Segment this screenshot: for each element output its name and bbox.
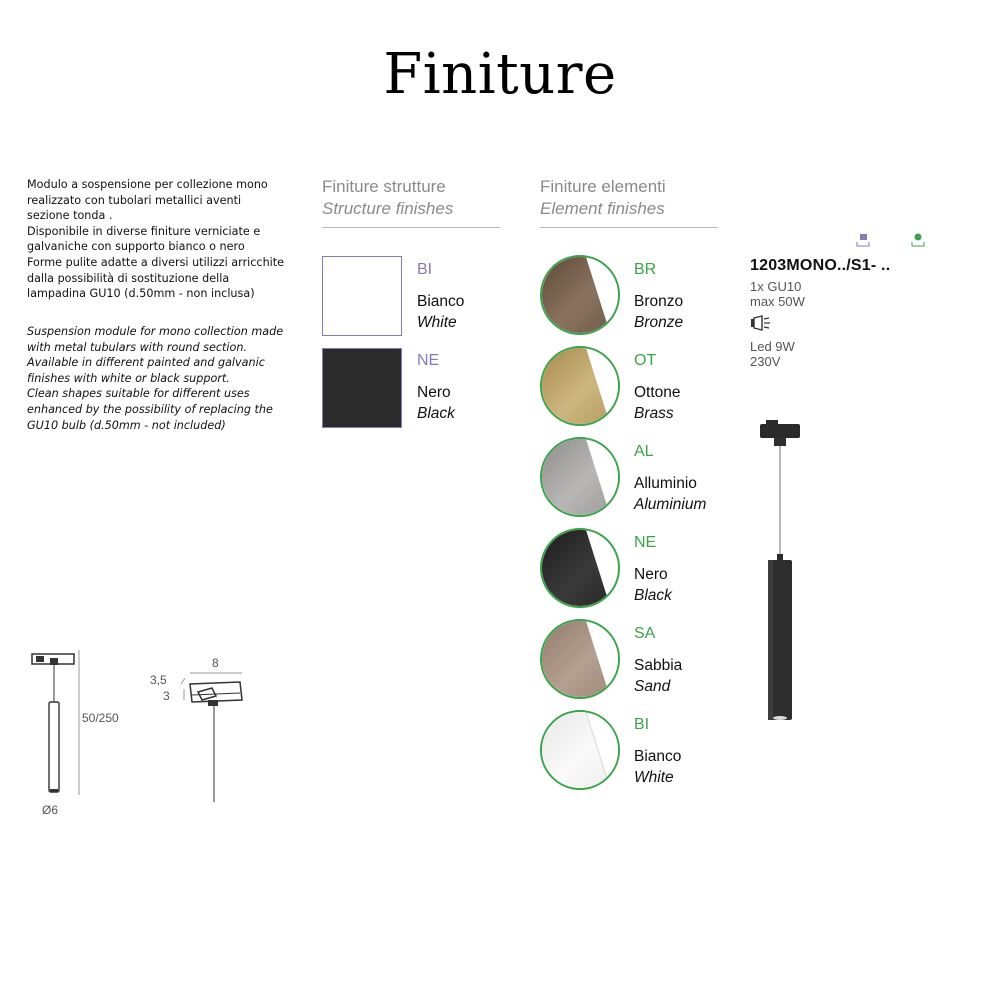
swatch-bronze [540, 255, 620, 335]
spec-line: 230V [750, 354, 781, 369]
description-line: GU10 bulb (d.50mm - not included) [27, 418, 226, 432]
description-line: Forme pulite adatte a diversi utilizzi arricchite [27, 255, 285, 269]
swatch-name-it: Nero [634, 566, 668, 583]
dimension-adapter-b: 3 [163, 689, 170, 703]
description-italian [27, 177, 297, 302]
swatch-name-it: Alluminio [634, 475, 697, 492]
structure-bracket-icon [857, 242, 869, 246]
swatch-name [417, 382, 455, 424]
swatch-name-it: Bianco [634, 748, 682, 765]
swatch-black [540, 528, 620, 608]
description-line: finishes with white or black support. [27, 371, 230, 385]
swatch-white [540, 710, 620, 790]
swatch-aluminium [540, 437, 620, 517]
swatch-sand [540, 619, 620, 699]
description-line: dalla possibilità di sostituzione della [27, 271, 230, 285]
swatch-code: SA [634, 625, 656, 642]
dimension-diameter: Ø6 [42, 803, 59, 817]
structure-heading-it: Finiture strutture [322, 177, 446, 196]
swatch-name [634, 473, 706, 515]
element-bracket-icon [912, 242, 924, 246]
swatch-code: BI [417, 261, 433, 278]
page-title: Finiture [383, 42, 617, 107]
technical-drawing-side [28, 648, 80, 800]
finish-marker-icons [855, 232, 935, 254]
swatch-name-it: Nero [417, 384, 451, 401]
swatch-name-en: White [634, 769, 674, 786]
dimension-adapter-a: 3,5 [150, 673, 167, 687]
swatch-name [417, 291, 464, 333]
swatch-code: BR [634, 261, 657, 278]
description-line: Suspension module for mono collection made [27, 325, 284, 338]
spec-line: max 50W [750, 294, 805, 309]
swatch-code: NE [634, 534, 657, 551]
structure-heading [322, 176, 453, 220]
description-line: Modulo a sospensione per collezione mono [27, 178, 268, 191]
elements-divider [540, 227, 718, 228]
description-line: Available in different painted and galvanic [27, 356, 265, 370]
elements-heading-it: Finiture elementi [540, 177, 666, 196]
description-line: Clean shapes suitable for different uses [27, 387, 250, 401]
product-specs [750, 279, 805, 309]
structure-heading-en: Structure finishes [322, 199, 454, 218]
spec-line: Led 9W [750, 339, 795, 354]
swatch-code: BI [634, 716, 650, 733]
elements-heading-en: Element finishes [540, 199, 665, 218]
description-line: enhanced by the possibility of replacing the [27, 402, 273, 416]
description-line: Disponibile in diverse finiture verniciate e [27, 224, 261, 238]
element-marker-icon [915, 234, 922, 241]
led-specs [750, 339, 795, 369]
dimension-width: 8 [212, 656, 219, 670]
swatch-name-en: Aluminium [634, 496, 707, 513]
technical-drawing-adapter [178, 670, 258, 810]
swatch-name-en: Brass [634, 405, 674, 422]
description-line: with metal tubulars with round section. [27, 340, 248, 354]
swatch-name [634, 291, 683, 333]
spec-line: 1x GU10 [750, 279, 802, 294]
swatch-code: NE [417, 352, 440, 369]
description-line: realizzato con tubolari metallici aventi [27, 193, 242, 207]
swatch-name-en: White [417, 314, 457, 331]
swatch-code: AL [634, 443, 654, 460]
swatch-brass [540, 346, 620, 426]
swatch-name-it: Bianco [417, 293, 465, 310]
swatch-name-it: Ottone [634, 384, 681, 401]
product-pendant-image [740, 420, 820, 730]
description-line: galvaniche con supporto bianco o nero [27, 240, 245, 254]
swatch-code: OT [634, 352, 657, 369]
description-line: sezione tonda . [27, 209, 113, 223]
swatch-structure-black [322, 348, 402, 428]
description-english [27, 324, 297, 433]
dimension-height: 50/250 [82, 711, 119, 725]
swatch-name-it: Sabbia [634, 657, 683, 674]
swatch-name [634, 382, 681, 424]
structure-divider [322, 227, 500, 228]
swatch-name [634, 655, 682, 697]
swatch-name-en: Bronze [634, 314, 684, 331]
description-line: lampadina GU10 (d.50mm - non inclusa) [27, 287, 255, 301]
product-model: 1203MONO../S1- .. [750, 257, 891, 274]
swatch-name [634, 746, 681, 788]
swatch-structure-white [322, 256, 402, 336]
swatch-name-en: Black [417, 405, 455, 422]
led-bulb-icon [750, 315, 772, 331]
structure-marker-icon [860, 234, 867, 240]
swatch-name [634, 564, 672, 606]
elements-heading [540, 176, 666, 220]
swatch-name-it: Bronzo [634, 293, 684, 310]
swatch-name-en: Black [634, 587, 672, 604]
swatch-name-en: Sand [634, 678, 671, 695]
